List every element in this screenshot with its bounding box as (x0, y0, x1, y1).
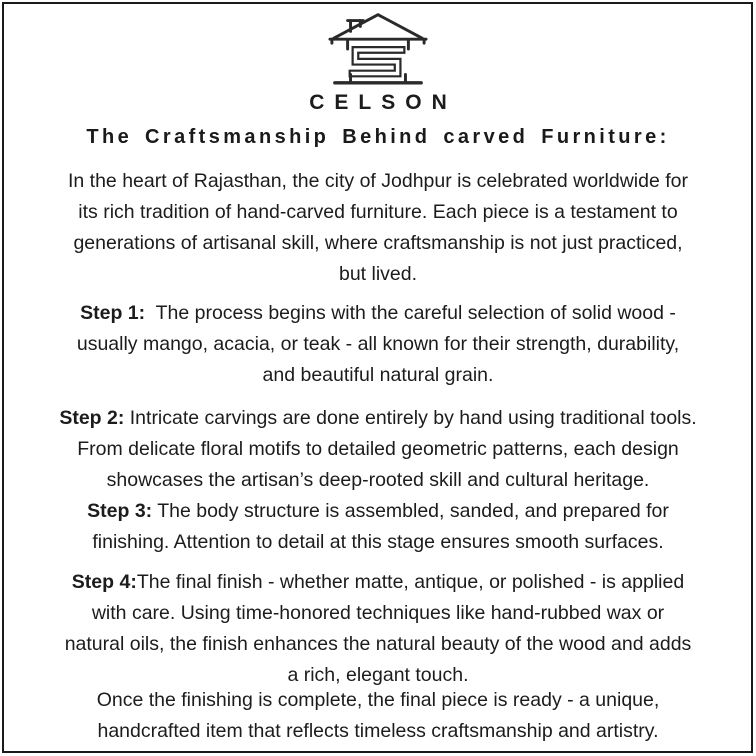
closing-line: Once the finishing is complete, the final piece is ready - a unique, (96, 689, 660, 711)
step-3-label: Step 3: (87, 500, 153, 522)
step-4-text: The final finish - whether matte, antique, or polished - is applied (136, 571, 685, 593)
step-1-label: Step 1: (80, 302, 146, 324)
step-3-line: finishing. Attention to detail at this stage ensures smooth surfaces. (92, 531, 664, 553)
step-2-label: Step 2: (59, 407, 125, 429)
step-1-text: The process begins with the careful selection of solid wood - (145, 302, 676, 324)
intro-line: its rich tradition of hand-carved furniture. Each piece is a testament to (78, 201, 678, 223)
intro-line: In the heart of Rajasthan, the city of Jodhpur is celebrated worldwide for (67, 170, 688, 192)
closing-paragraph (10, 685, 746, 747)
brand-name: CELSON (309, 91, 457, 114)
step-2-line: showcases the artisan’s deep-rooted skill and cultural heritage. (106, 469, 650, 491)
step-4-paragraph (10, 567, 746, 691)
step-3-line (10, 496, 746, 527)
step-1-line: and beautiful natural grain. (262, 364, 494, 386)
closing-line: handcrafted item that reflects timeless craftsmanship and artistry. (97, 720, 659, 742)
step-1-line (10, 298, 746, 329)
step-2-line: From delicate floral motifs to detailed geometric patterns, each design (77, 438, 679, 460)
intro-line: but lived. (338, 263, 418, 285)
intro-paragraph (10, 166, 746, 290)
body-text (0, 166, 756, 747)
step-2-text: Intricate carvings are done entirely by hand using traditional tools. (124, 407, 697, 429)
page-title: The Craftsmanship Behind carved Furniture: (86, 126, 670, 148)
step-2-paragraph (10, 403, 746, 496)
house-with-s-monogram-icon (327, 8, 429, 88)
step-4-line (10, 567, 746, 598)
step-4-line: natural oils, the finish enhances the natural beauty of the wood and adds (64, 633, 692, 655)
step-3-text: The body structure is assembled, sanded, and prepared for (152, 500, 669, 522)
step-1-paragraph (10, 298, 746, 391)
step-1-line: usually mango, acacia, or teak - all known for their strength, durability, (76, 333, 680, 355)
intro-line: generations of artisanal skill, where craftsmanship is not just practiced, (73, 232, 683, 254)
step-4-line: a rich, elegant touch. (287, 664, 469, 686)
step-4-line: with care. Using time-honored techniques like hand-rubbed wax or (91, 602, 665, 624)
step-2-line (10, 403, 746, 434)
step-4-label: Step 4: (71, 571, 137, 593)
step-3-paragraph (10, 496, 746, 558)
brand-logo (0, 8, 756, 88)
